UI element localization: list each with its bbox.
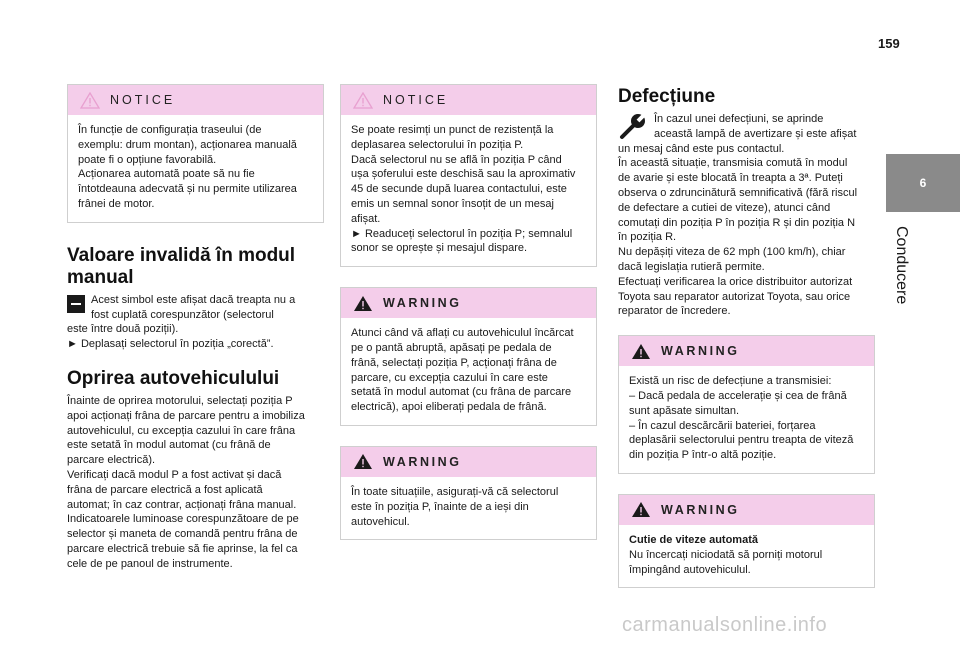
- warning-heading: WARNING: [383, 454, 462, 469]
- text-line: de defectare a cutiei de viteze), atunci când: [618, 201, 831, 214]
- page-number: 159: [878, 36, 900, 51]
- text-line: Există un risc de defecțiune a transmisiei:: [629, 375, 832, 388]
- text-line: parcare, cu excepția cazului în care este: [351, 371, 548, 384]
- invalid-value-intro: [67, 293, 324, 323]
- text-line: această lampă de avertizare și este afișat: [654, 127, 857, 140]
- text-line: ușa șoferului este deschisă sau la aproximativ: [351, 168, 576, 181]
- warning-header: [341, 447, 596, 477]
- warning-triangle-icon: [631, 501, 651, 518]
- warning-header: [619, 336, 874, 366]
- warning-heading: WARNING: [661, 502, 740, 517]
- text-line: frânei de motor.: [78, 197, 155, 210]
- text-line: în poziția R.: [618, 231, 677, 244]
- column-2: [340, 84, 597, 556]
- text-line: sonor se oprește și mesajul dispare.: [351, 242, 528, 255]
- warning-header: [341, 288, 596, 318]
- text-line: deplasării selectorului pentru treapta de viteză: [629, 434, 854, 447]
- text-line: parcare electrică trebuie să fie aprinse, la fel ca: [67, 542, 298, 555]
- warning-body: [619, 366, 874, 473]
- warning-triangle-outline-icon: [80, 92, 100, 109]
- text-line: dacă legislația rutieră permite.: [618, 260, 765, 273]
- text-line: ► Deplasați selectorul în poziția „corectă”.: [67, 338, 274, 351]
- warning-heading: WARNING: [661, 343, 740, 358]
- warning-body: [619, 525, 874, 587]
- text-line: În toate situațiile, asigurați-vă că selectorul: [351, 485, 559, 498]
- section-title-fault: Defecțiune: [618, 86, 716, 107]
- notice-body: [68, 115, 323, 222]
- title-line: Valoare invalidă în modul: [67, 244, 296, 266]
- text-line: 45 de secunde după luarea contactului, este: [351, 183, 567, 196]
- fault-intro: [618, 112, 875, 142]
- text-line: emis un semnal sonor însoțit de un mesaj: [351, 197, 554, 210]
- text-line: setată în modul automat (cu frâna de parcare: [351, 386, 572, 399]
- text-line: Verificați dacă modul P a fost activat și dacă: [67, 468, 282, 481]
- text-line: În această situație, transmisia comută în modul: [618, 157, 848, 170]
- text-line: un mesaj când este pus contactul.: [618, 142, 785, 155]
- chapter-number: 6: [919, 176, 927, 190]
- column-3: [618, 84, 875, 604]
- text-line: comutați din poziția P în poziția R și din poziția N: [618, 216, 856, 229]
- warning-box: [618, 335, 875, 474]
- text-line: frâna de parcare electrică a fost aplicată: [67, 483, 263, 496]
- warning-box: [618, 494, 875, 588]
- text-line: Înainte de oprirea motorului, selectați poziția P: [67, 394, 293, 407]
- text-line: apoi acționați frâna de parcare pentru a imobiliza: [67, 409, 305, 422]
- notice-heading: NOTICE: [110, 92, 176, 107]
- text-line: electrică), apoi eliberați pedala de frână.: [351, 401, 547, 414]
- text-line: observa o zdruncinătură semnificativă (fără riscul: [618, 186, 858, 199]
- warning-body: [341, 318, 596, 425]
- text-line: Atunci când vă aflați cu autovehiculul încărcat: [351, 327, 574, 340]
- section-title-stopping: Oprirea autovehiculului: [67, 367, 280, 389]
- text-line: parcare electrică).: [67, 454, 156, 467]
- text-line: selector și maneta de comandă pentru frâna de: [67, 528, 298, 541]
- text-line: pe o pantă abruptă, apăsați pe pedala de: [351, 341, 552, 354]
- notice-heading: NOTICE: [383, 92, 449, 107]
- text-line: ► Readuceți selectorul în poziția P; semnalul: [351, 227, 573, 240]
- notice-box: [340, 84, 597, 267]
- watermark: carmanualsonline.info: [622, 614, 828, 636]
- text-line: Dacă selectorul nu se află în poziția P când: [351, 153, 562, 166]
- text-line: În cazul unei defecțiuni, se aprinde: [654, 113, 824, 125]
- title-line: manual: [67, 266, 134, 288]
- chapter-tab[interactable]: [886, 154, 960, 212]
- text-line: autovehiculul, cu excepția cazului în care frâna: [67, 424, 296, 437]
- text-line: Acționarea automată poate să nu fie: [78, 168, 255, 181]
- text-line: exemplu: drum montan), acționarea manuală: [78, 138, 297, 151]
- text-line: este între două poziții).: [67, 323, 179, 336]
- warning-triangle-icon: [631, 343, 651, 360]
- warning-body: [341, 477, 596, 539]
- text-line: este setată în modul automat (cu frână de: [67, 439, 271, 452]
- warning-header: [619, 495, 874, 525]
- text-line: deplasarea selectorului în poziția P.: [351, 138, 524, 151]
- text-line: cele de pe panoul de instrumente.: [67, 557, 233, 570]
- wrench-icon: [618, 112, 648, 140]
- column-1: [67, 84, 324, 572]
- text-line: frână, selectați poziția P, acționați frâna de: [351, 356, 557, 369]
- text-line: Acest simbol este afișat dacă treapta nu a: [91, 293, 296, 306]
- text-line: împingând autovehiculul.: [629, 563, 751, 576]
- text-line: Nu încercați niciodată să porniți motorul: [629, 548, 823, 561]
- chapter-title: Conducere: [893, 226, 910, 305]
- warning-triangle-icon: [353, 295, 373, 312]
- warning-triangle-icon: [353, 453, 373, 470]
- text-line: este în poziția P, înainte de a ieși din: [351, 500, 529, 513]
- warning-box: [340, 287, 597, 426]
- text-line: de avarie și este blocată în treapta a 3ª. Puteți: [618, 172, 843, 185]
- text-line: În funcție de configurația traseului (de: [78, 124, 262, 136]
- text-line: fost cuplată corespunzător (selectorul: [91, 308, 274, 321]
- text-line: afișat.: [351, 212, 381, 225]
- warning-heading: WARNING: [383, 295, 462, 310]
- notice-header: [68, 85, 323, 115]
- text-line: poate fi o opțiune favorabilă.: [78, 153, 217, 166]
- text-line: autovehicul.: [351, 515, 410, 528]
- text-line: Nu depășiți viteza de 62 mph (100 km/h), chiar: [618, 246, 846, 259]
- text-line: Se poate resimți un punct de rezistență la: [351, 124, 554, 136]
- notice-body: [341, 115, 596, 266]
- text-line: – În cazul descărcării bateriei, forțarea: [629, 419, 816, 432]
- text-line: Indicatoarele luminoase corespunzătoare de pe: [67, 513, 299, 526]
- text-line: sunt apăsate simultan.: [629, 404, 740, 417]
- notice-box: [67, 84, 324, 223]
- text-line: – Dacă pedala de accelerație și cea de frână: [629, 389, 847, 402]
- text-line: Efectuați verificarea la orice distribuitor autorizat: [618, 275, 853, 288]
- text-line: din poziția P într-o altă poziție.: [629, 449, 777, 462]
- text-line: automat; în caz contrar, acționați frâna manual.: [67, 498, 297, 511]
- warning-subtitle: Cutie de viteze automată: [629, 533, 758, 546]
- warning-triangle-outline-icon: [353, 92, 373, 109]
- warning-box: [340, 446, 597, 540]
- section-title-invalid-value: [67, 245, 324, 289]
- invalid-gear-indicator-icon: [67, 295, 85, 313]
- notice-header: [341, 85, 596, 115]
- text-line: reparator de încredere.: [618, 305, 731, 318]
- text-line: Toyota sau reparator autorizat Toyota, sau orice: [618, 290, 851, 303]
- text-line: întotdeauna adecvată și nu permite utilizarea: [78, 183, 297, 196]
